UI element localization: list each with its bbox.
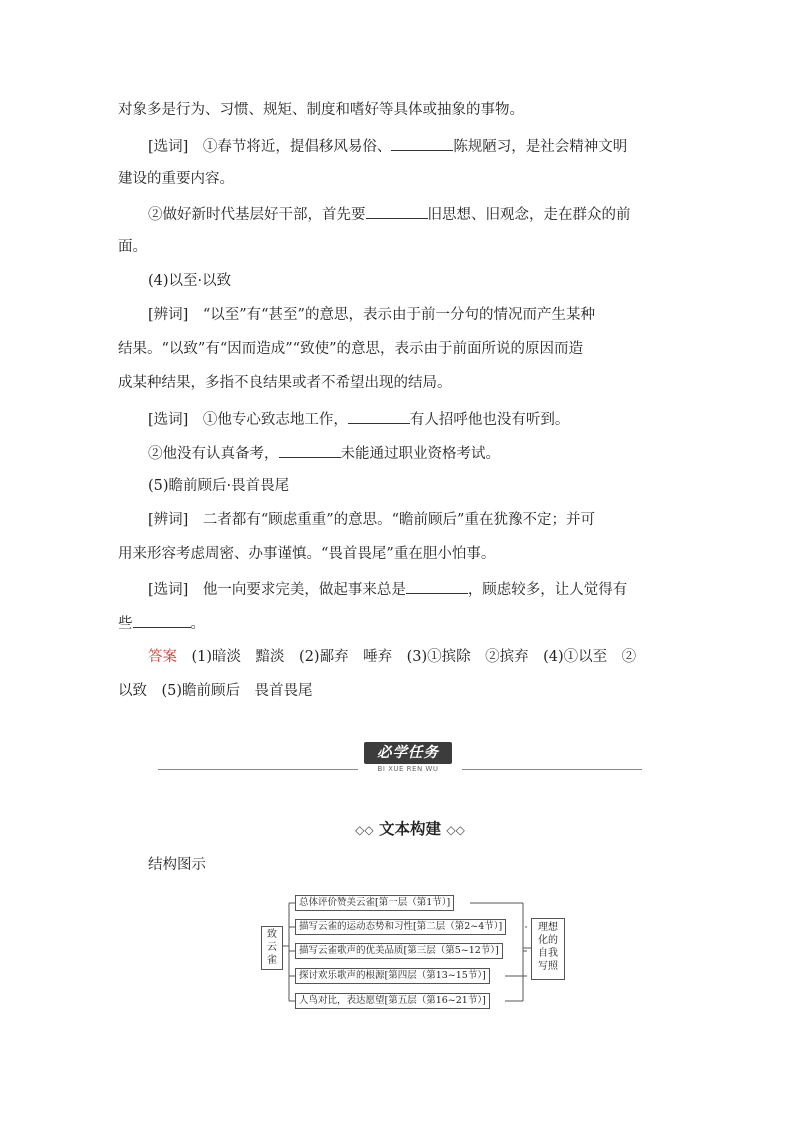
text-segment: 。 (190, 616, 205, 632)
diagram-item: 描写云雀的运动态势和习性[第二层（第2~4节）] (295, 919, 506, 935)
text-segment: [选词] ①春节将近，提倡移风易俗、 (148, 139, 392, 155)
text-segment: ，顾虑较多，让人觉得有 (467, 582, 628, 598)
fill-blank (406, 578, 468, 594)
exercise-line (148, 578, 627, 600)
text-segment: 有人招呼他也没有听到。 (409, 412, 570, 428)
text-segment: ②做好新时代基层好干部，首先要 (148, 207, 366, 223)
text-segment: 陈规陋习，是社会精神文明 (453, 139, 628, 155)
fill-blank (279, 442, 341, 458)
answer-label: 答案 (148, 649, 177, 665)
subsection-heading: (5)瞻前顾后·畏首畏尾 (148, 478, 290, 494)
section-title-text: 文本构建 (378, 820, 441, 838)
text-segment: ②他没有认真备考， (148, 446, 279, 462)
paragraph-line: 成某种结果，多指不良结果或者不希望出现的结局。 (118, 375, 452, 391)
text-segment: [选词] 他一向要求完美，做起事来总是 (148, 582, 406, 598)
paragraph-line: 对象多是行为、习惯、规矩、制度和嗜好等具体或抽象的事物。 (118, 102, 524, 118)
answer-text: (1)暗淡 黯淡 (2)鄙弃 唾弃 (3)①摈除 ②摈弃 (4)①以至 ② (191, 649, 637, 665)
paragraph-line: 建设的重要内容。 (118, 171, 234, 187)
paragraph-line: 结果。“以致”有“因而造成”“致使”的意思，表示由于前面所说的原因而造 (118, 341, 583, 357)
structure-label: 结构图示 (148, 857, 206, 873)
answer-line: 以致 (5)瞻前顾后 畏首畏尾 (118, 683, 313, 699)
diagram-item: 总体评价赞美云雀[第一层（第1节）] (295, 895, 454, 911)
answer-line (148, 647, 636, 667)
exercise-line (118, 612, 205, 634)
paragraph-line: [辨词] 二者都有“顾虑重重”的意思。“瞻前顾后”重在犹豫不定；并可 (148, 512, 595, 528)
text-segment: 未能通过职业资格考试。 (340, 446, 500, 462)
section-title (340, 818, 480, 841)
diagram-conclusion (531, 918, 565, 980)
diagram-root (261, 926, 283, 970)
paragraph-line: 用来形容考虑周密、办事谨慎。“畏首畏尾”重在胆小怕事。 (118, 546, 496, 562)
paragraph-line: 面。 (118, 239, 147, 255)
diagram-item: 人鸟对比，表达愿望[第五层（第16~21节）] (295, 993, 490, 1009)
ornament-icon: ◇◇ (446, 823, 465, 837)
exercise-line (148, 442, 500, 464)
fill-blank (348, 408, 410, 424)
paragraph-line: [辨词] “以至”有“甚至”的意思，表示由于前一分句的情况而产生某种 (148, 307, 595, 323)
fill-blank (133, 612, 191, 628)
section-banner (158, 742, 642, 782)
banner-title: 必学任务 (364, 742, 452, 764)
divider (158, 769, 358, 770)
fill-blank (366, 203, 428, 219)
exercise-line (148, 135, 627, 157)
diagram-root-text: 致云雀 (267, 929, 277, 966)
diagram-item: 描写云雀歌声的优美品质[第三层（第5~12节）] (295, 943, 503, 959)
fill-blank (391, 135, 453, 151)
text-segment: [选词] ①他专心致志地工作， (148, 412, 348, 428)
exercise-line (148, 203, 631, 225)
banner-pinyin: BI XUE REN WU (377, 765, 439, 773)
text-segment: 旧思想、旧观念，走在群众的前 (427, 207, 631, 223)
subsection-heading: (4)以至·以致 (148, 273, 232, 289)
diagram-item: 探讨欢乐歌声的根源[第四层（第13~15节）] (295, 968, 490, 984)
structure-diagram (255, 888, 575, 1014)
exercise-line (148, 408, 569, 430)
divider (462, 769, 642, 770)
text-segment: 些 (118, 616, 133, 632)
diagram-conclusion-text: 理想化的自我写照 (538, 922, 558, 972)
ornament-icon: ◇◇ (355, 823, 374, 837)
